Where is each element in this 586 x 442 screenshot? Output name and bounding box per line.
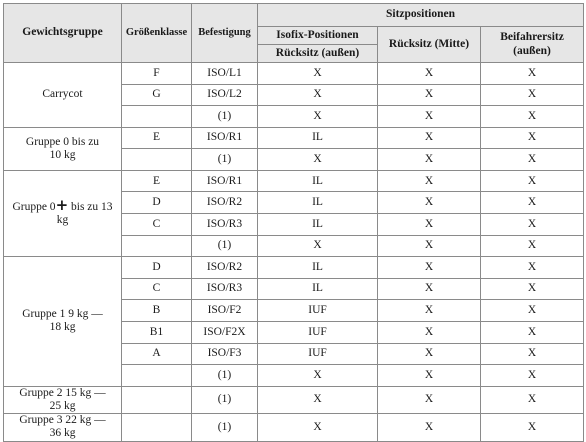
- rear-center-cell: X: [378, 192, 481, 214]
- passenger-cell: X: [481, 278, 584, 300]
- table-row: [4, 170, 584, 192]
- rear-center-cell: X: [378, 414, 481, 441]
- header-isofix-positionen: Isofix-Positionen: [258, 27, 378, 45]
- passenger-cell: X: [481, 84, 584, 106]
- size-class-cell: D: [122, 257, 192, 279]
- rear-center-cell: X: [378, 365, 481, 387]
- rear-center-cell: X: [378, 257, 481, 279]
- passenger-cell: X: [481, 149, 584, 171]
- fixture-cell: (1): [192, 386, 258, 413]
- rear-outer-cell: X: [258, 84, 378, 106]
- rear-center-cell: X: [378, 386, 481, 413]
- size-class-cell: [122, 386, 192, 413]
- rear-outer-cell: X: [258, 365, 378, 387]
- header-beifahrersitz-sub: (außen): [513, 44, 551, 57]
- passenger-cell: X: [481, 386, 584, 413]
- header-beifahrersitz: [481, 27, 584, 63]
- rear-center-cell: X: [378, 278, 481, 300]
- passenger-cell: X: [481, 235, 584, 257]
- header-ruecksitz-mitte: Rücksitz (Mitte): [378, 27, 481, 63]
- size-class-cell: E: [122, 170, 192, 192]
- rear-outer-cell: IL: [258, 278, 378, 300]
- fixture-cell: ISO/R1: [192, 170, 258, 192]
- table-row: [4, 414, 584, 441]
- fixture-cell: (1): [192, 106, 258, 128]
- size-class-cell: B: [122, 300, 192, 322]
- table-row: [4, 386, 584, 413]
- rear-outer-cell: IL: [258, 214, 378, 236]
- passenger-cell: X: [481, 127, 584, 149]
- rear-outer-cell: IL: [258, 257, 378, 279]
- passenger-cell: X: [481, 170, 584, 192]
- size-class-cell: [122, 365, 192, 387]
- rear-outer-cell: X: [258, 235, 378, 257]
- passenger-cell: X: [481, 214, 584, 236]
- header-gewichtsgruppe: Gewichtsgruppe: [4, 4, 122, 63]
- rear-outer-cell: IUF: [258, 300, 378, 322]
- table-row: [4, 63, 584, 85]
- rear-outer-cell: IL: [258, 170, 378, 192]
- rear-outer-cell: X: [258, 414, 378, 441]
- size-class-cell: [122, 149, 192, 171]
- fixture-cell: ISO/F3: [192, 343, 258, 365]
- rear-center-cell: X: [378, 235, 481, 257]
- rear-center-cell: X: [378, 214, 481, 236]
- weight-group-cell: Gruppe 3 22 kg — 36 kg: [4, 414, 122, 441]
- weight-group-cell: Gruppe 2 15 kg — 25 kg: [4, 386, 122, 413]
- fixture-cell: ISO/F2: [192, 300, 258, 322]
- size-class-cell: E: [122, 127, 192, 149]
- rear-center-cell: X: [378, 170, 481, 192]
- rear-outer-cell: X: [258, 149, 378, 171]
- rear-center-cell: X: [378, 321, 481, 343]
- fixture-cell: (1): [192, 365, 258, 387]
- fixture-cell: ISO/L1: [192, 63, 258, 85]
- rear-center-cell: X: [378, 300, 481, 322]
- fixture-cell: ISO/R2: [192, 257, 258, 279]
- rear-center-cell: X: [378, 343, 481, 365]
- fixture-cell: (1): [192, 235, 258, 257]
- header-ruecksitz-aussen: Rücksitz (außen): [258, 45, 378, 63]
- rear-center-cell: X: [378, 84, 481, 106]
- size-class-cell: B1: [122, 321, 192, 343]
- rear-outer-cell: X: [258, 386, 378, 413]
- header-groessenklasse: Größenklasse: [122, 4, 192, 63]
- rear-outer-cell: IUF: [258, 321, 378, 343]
- table-row: [4, 257, 584, 279]
- weight-group-cell: Gruppe 0+ bis zu 13 kg: [4, 170, 122, 256]
- rear-outer-cell: X: [258, 63, 378, 85]
- header-beifahrersitz-label: Beifahrersitz: [500, 31, 564, 44]
- size-class-cell: C: [122, 278, 192, 300]
- weight-group-cell: Gruppe 1 9 kg — 18 kg: [4, 257, 122, 386]
- fixture-cell: ISO/L2: [192, 84, 258, 106]
- table-row: [4, 127, 584, 149]
- passenger-cell: X: [481, 63, 584, 85]
- fixture-cell: (1): [192, 414, 258, 441]
- size-class-cell: A: [122, 343, 192, 365]
- fixture-cell: ISO/F2X: [192, 321, 258, 343]
- passenger-cell: X: [481, 343, 584, 365]
- size-class-cell: D: [122, 192, 192, 214]
- passenger-cell: X: [481, 365, 584, 387]
- rear-center-cell: X: [378, 63, 481, 85]
- passenger-cell: X: [481, 257, 584, 279]
- fixture-cell: ISO/R3: [192, 214, 258, 236]
- fixture-cell: ISO/R2: [192, 192, 258, 214]
- table-header: [4, 4, 584, 63]
- rear-outer-cell: IUF: [258, 343, 378, 365]
- isofix-compatibility-table: [3, 3, 584, 442]
- size-class-cell: G: [122, 84, 192, 106]
- rear-center-cell: X: [378, 106, 481, 128]
- rear-outer-cell: X: [258, 106, 378, 128]
- table-body: [4, 63, 584, 442]
- passenger-cell: X: [481, 414, 584, 441]
- rear-outer-cell: IL: [258, 192, 378, 214]
- weight-group-cell: Carrycot: [4, 63, 122, 128]
- passenger-cell: X: [481, 321, 584, 343]
- size-class-cell: [122, 414, 192, 441]
- fixture-cell: ISO/R3: [192, 278, 258, 300]
- header-sitzpositionen: Sitzpositionen: [258, 4, 584, 27]
- size-class-cell: [122, 106, 192, 128]
- size-class-cell: C: [122, 214, 192, 236]
- passenger-cell: X: [481, 192, 584, 214]
- passenger-cell: X: [481, 106, 584, 128]
- fixture-cell: (1): [192, 149, 258, 171]
- weight-group-cell: Gruppe 0 bis zu 10 kg: [4, 127, 122, 170]
- rear-center-cell: X: [378, 127, 481, 149]
- passenger-cell: X: [481, 300, 584, 322]
- header-befestigung: Befestigung: [192, 4, 258, 63]
- size-class-cell: [122, 235, 192, 257]
- fixture-cell: ISO/R1: [192, 127, 258, 149]
- rear-center-cell: X: [378, 149, 481, 171]
- rear-outer-cell: IL: [258, 127, 378, 149]
- size-class-cell: F: [122, 63, 192, 85]
